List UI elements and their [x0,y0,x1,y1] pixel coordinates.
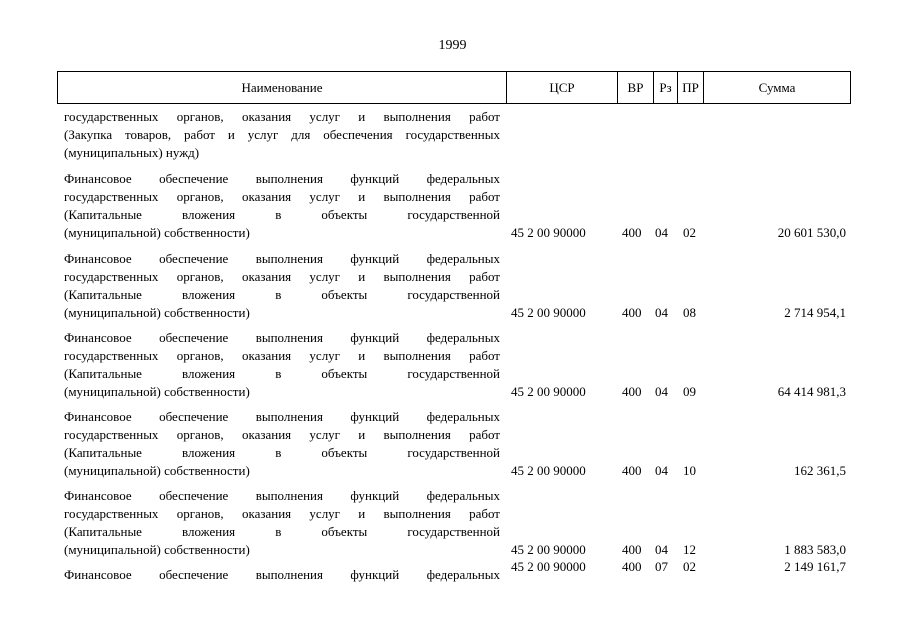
header-vr: ВР [617,72,653,103]
row-sum: 162 361,5 [794,463,846,478]
row-name-line: (Капитальные вложения в объекты государственной [64,287,500,302]
row-vr: 400 [622,305,642,320]
row-name-line: государственных органов, оказания услуг и выполнения работ [64,189,500,204]
row-name-line: (Капитальные вложения в объекты государственной [64,445,500,460]
row-rz: 07 [655,559,668,574]
header-rz: Рз [653,72,677,103]
row-pr: 09 [683,384,696,399]
table-header [57,71,851,104]
row-name [64,487,500,559]
header-name: Наименование [241,80,323,95]
row-pr: 10 [683,463,696,478]
row-pr: 02 [683,225,696,240]
row-name-line: государственных органов, оказания услуг и выполнения работ [64,269,500,284]
row-name-line: (муниципальной) собственности) [64,384,250,399]
row-name [64,408,500,480]
page-number: 1999 [438,38,467,53]
row-sum: 64 414 981,3 [777,384,846,399]
row-name [64,108,500,162]
row-sum: 1 883 583,0 [784,542,846,557]
row-vr: 400 [622,463,642,478]
row-name-line: (муниципальной) собственности) [64,225,250,240]
row-name-line: Финансовое обеспечение выполнения функций федеральных [64,330,500,345]
header-pr: ПР [677,72,703,103]
row-name-line: Финансовое обеспечение выполнения функций федеральных [64,567,500,582]
row-rz: 04 [655,463,668,478]
row-pr: 02 [683,559,696,574]
row-rz: 04 [655,305,668,320]
row-csr: 45 2 00 90000 [511,559,586,574]
row-name-line: государственных органов, оказания услуг и выполнения работ [64,348,500,363]
row-name-line: государственных органов, оказания услуг и выполнения работ [64,427,500,442]
row-sum: 20 601 530,0 [777,225,846,240]
row-name-line: государственных органов, оказания услуг и выполнения работ [64,506,500,521]
row-rz: 04 [655,225,668,240]
row-name-line: (Капитальные вложения в объекты государственной [64,524,500,539]
row-name-line: Финансовое обеспечение выполнения функций федеральных [64,171,500,186]
row-name-line: Финансовое обеспечение выполнения функций федеральных [64,409,500,424]
row-name-line: (муниципальной) собственности) [64,463,250,478]
header-csr: ЦСР [506,72,617,103]
row-rz: 04 [655,384,668,399]
row-vr: 400 [622,559,642,574]
row-name-line: государственных органов, оказания услуг и выполнения работ [64,109,500,124]
row-name-line: (муниципальных) нужд) [64,145,200,160]
row-name-line: (Капитальные вложения в объекты государственной [64,366,500,381]
row-vr: 400 [622,542,642,557]
row-name-line: (Закупка товаров, работ и услуг для обеспечения государственных [64,127,500,142]
row-name-line: (муниципальной) собственности) [64,305,250,320]
row-csr: 45 2 00 90000 [511,542,586,557]
row-sum: 2 714 954,1 [784,305,846,320]
row-pr: 08 [683,305,696,320]
header-sum: Сумма [703,72,850,103]
row-sum: 2 149 161,7 [784,559,846,574]
row-name-line: (Капитальные вложения в объекты государственной [64,207,500,222]
row-name-line: Финансовое обеспечение выполнения функций федеральных [64,488,500,503]
row-vr: 400 [622,384,642,399]
row-csr: 45 2 00 90000 [511,225,586,240]
row-name [64,566,500,584]
row-csr: 45 2 00 90000 [511,384,586,399]
row-csr: 45 2 00 90000 [511,305,586,320]
row-csr: 45 2 00 90000 [511,463,586,478]
row-vr: 400 [622,225,642,240]
row-name [64,250,500,322]
row-name-line: Финансовое обеспечение выполнения функций федеральных [64,251,500,266]
row-name-line: (муниципальной) собственности) [64,542,250,557]
row-rz: 04 [655,542,668,557]
row-name [64,170,500,242]
row-pr: 12 [683,542,696,557]
row-name [64,329,500,401]
